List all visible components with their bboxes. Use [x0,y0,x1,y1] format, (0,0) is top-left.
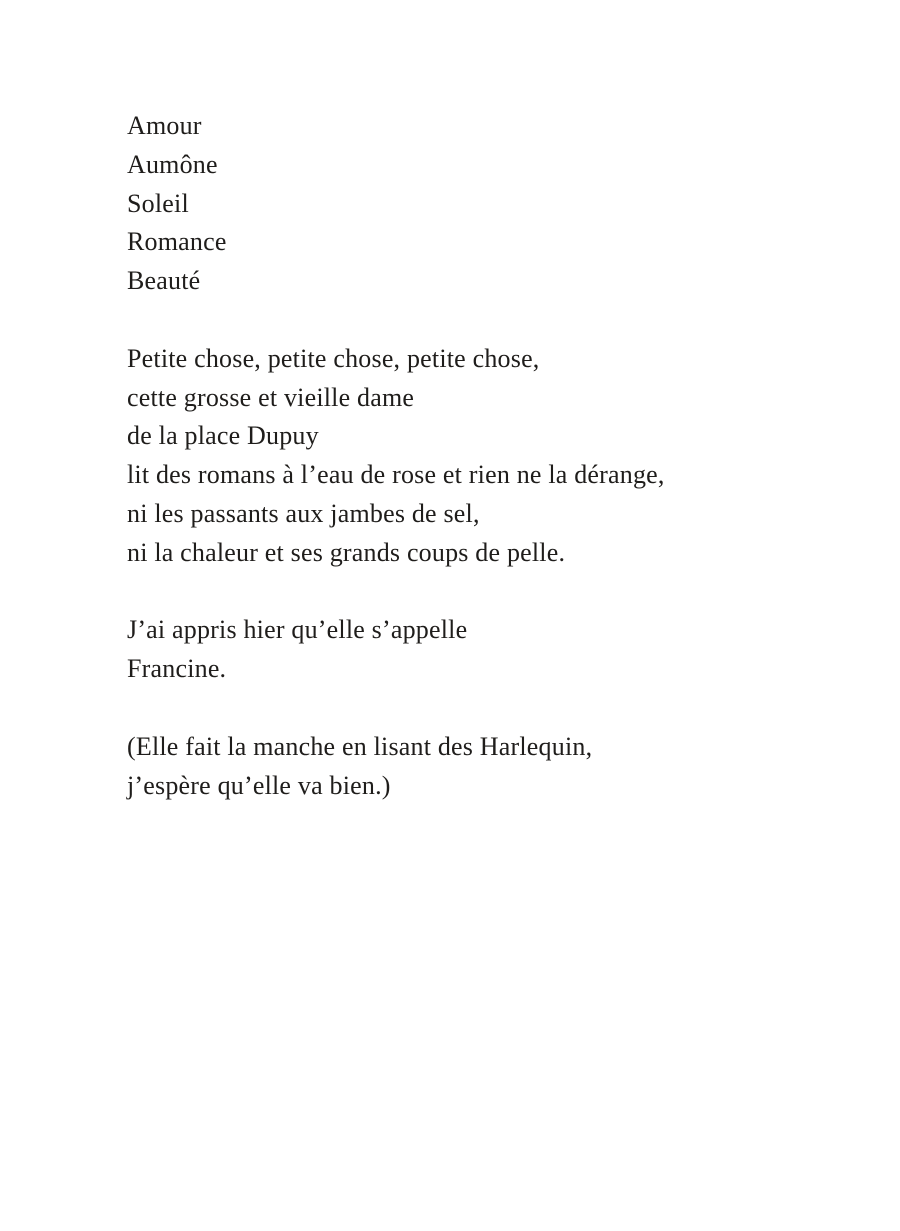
poem-line: cette grosse et vieille dame [127,382,415,412]
poem-line: Romance [127,227,227,257]
poem-line: Francine. [127,654,227,684]
poem-line: (Elle fait la manche en lisant des Harlequin, [127,731,593,761]
stanza-3 [127,611,820,689]
poem-line: Aumône [127,149,218,179]
poem-line: ni les passants aux jambes de sel, [127,498,480,528]
poem-text [127,107,820,805]
poem-line: de la place Dupuy [127,421,319,451]
stanza-2 [127,340,820,573]
stanza-1 [127,107,820,301]
poem-line: Beauté [127,266,201,296]
poem-line: ni la chaleur et ses grands coups de pelle. [127,537,566,567]
poem-line: lit des romans à l’eau de rose et rien ne la dérange, [127,460,665,490]
poem-line: J’ai appris hier qu’elle s’appelle [127,615,468,645]
poem-line: Petite chose, petite chose, petite chose, [127,343,540,373]
poem-line: Amour [127,111,202,140]
poem-line: j’espère qu’elle va bien.) [127,770,391,800]
stanza-4 [127,728,820,806]
poem-line: Soleil [127,188,189,218]
